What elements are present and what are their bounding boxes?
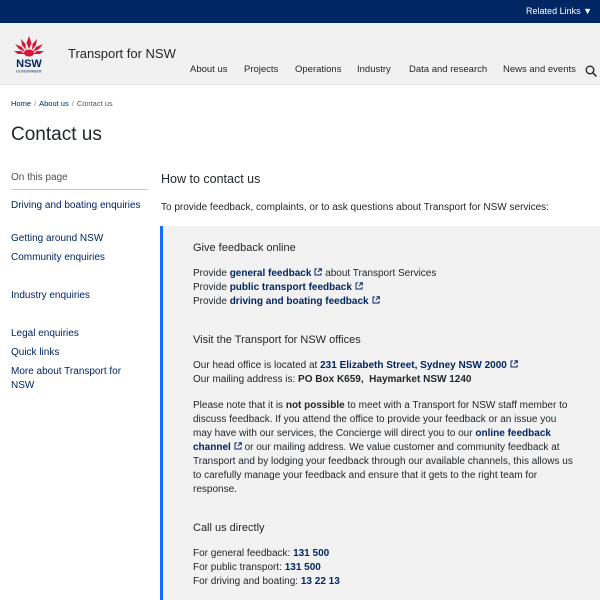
sidenav-legal[interactable]: Legal enquiries: [11, 328, 79, 339]
top-bar: [0, 0, 600, 23]
general-feedback-line: Provide general feedback about Transport Services: [193, 268, 437, 279]
general-phone-link[interactable]: 131 500: [293, 548, 330, 559]
mailing-address-line: Our mailing address is: PO Box K659, Haymarket NSW 1240: [193, 374, 472, 385]
office-note-paragraph: Please note that it is not possible to meet with a Transport for NSW staff member to discuss feedback. If you attend the office to provide your feedback or an issue you may have with our services, the Concierge will direct you to our online feedback channel or our mailing address. We value customer and community feedback at Transport and by lodging your feedback through our available channels, this allows us to carefully manage your feedback and ensure that it gets to the right team for response.: [193, 400, 573, 495]
nav-projects[interactable]: Projects: [244, 64, 279, 75]
external-link-icon: [355, 282, 363, 290]
sidenav-quick-links[interactable]: Quick links: [11, 347, 60, 358]
general-feedback-link[interactable]: general feedback: [230, 268, 323, 279]
intro-text: To provide feedback, complaints, or to ask questions about Transport for NSW services:: [161, 202, 549, 213]
site-title[interactable]: Transport for NSW: [68, 46, 176, 61]
driving-boating-feedback-line: Provide driving and boating feedback: [193, 295, 380, 309]
nav-news-and-events[interactable]: News and events: [503, 64, 576, 75]
feedback-heading: Give feedback online: [193, 242, 296, 254]
sidenav-industry[interactable]: Industry enquiries: [11, 290, 90, 301]
sidenav-heading: On this page: [11, 172, 68, 183]
sidenav-community[interactable]: Community enquiries: [11, 252, 105, 263]
visit-offices-heading: Visit the Transport for NSW offices: [193, 334, 361, 346]
public-transport-phone-link[interactable]: 131 500: [284, 562, 321, 573]
main-nav: [0, 64, 600, 78]
sidenav-driving-and-boating[interactable]: Driving and boating enquiries: [11, 200, 141, 211]
driving-boating-feedback-link[interactable]: driving and boating feedback: [230, 296, 380, 307]
waratah-icon: [14, 36, 44, 57]
call-us-heading: Call us directly: [193, 522, 265, 534]
head-office-line: Our head office is located at 231 Elizabeth Street, Sydney NSW 2000: [193, 359, 518, 373]
public-transport-feedback-line: Provide public transport feedback: [193, 281, 363, 295]
public-transport-phone-line: For public transport: 131 500: [193, 562, 321, 573]
mailing-address: PO Box K659, Haymarket NSW 1240: [298, 374, 472, 385]
driving-boating-phone-line: For driving and boating: 13 22 13: [193, 576, 340, 587]
external-link-icon: [314, 268, 322, 276]
driving-boating-phone-link[interactable]: 13 22 13: [300, 576, 340, 587]
logo-text: NSW: [16, 58, 42, 70]
related-links-toggle[interactable]: Related Links ▼: [526, 6, 592, 16]
head-office-address-link[interactable]: 231 Elizabeth Street, Sydney NSW 2000: [320, 360, 518, 371]
breadcrumb-home[interactable]: Home: [11, 99, 32, 108]
sidenav-more-about[interactable]: More about Transport for NSW: [11, 366, 122, 391]
online-feedback-channel-link[interactable]: online feedback channel: [193, 428, 551, 453]
logo-subtext: GOVERNMENT: [16, 69, 42, 74]
nav-data-and-research[interactable]: Data and research: [409, 64, 488, 75]
breadcrumb-about-us[interactable]: About us: [39, 99, 69, 108]
sidenav-divider: [11, 189, 148, 190]
page-title: Contact us: [11, 124, 102, 145]
breadcrumb: Home / About us / Contact us: [11, 99, 113, 108]
search-icon[interactable]: [585, 65, 597, 77]
nav-industry[interactable]: Industry: [357, 64, 391, 75]
nav-operations[interactable]: Operations: [295, 64, 342, 75]
external-link-icon: [234, 442, 242, 450]
general-phone-line: For general feedback: 131 500: [193, 548, 330, 559]
site-header: [0, 23, 600, 85]
public-transport-feedback-link[interactable]: public transport feedback: [230, 282, 363, 293]
breadcrumb-current: Contact us: [76, 99, 113, 108]
nav-about-us[interactable]: About us: [190, 64, 228, 75]
external-link-icon: [372, 296, 380, 304]
section-heading: How to contact us: [161, 172, 261, 186]
sidenav-getting-around[interactable]: Getting around NSW: [11, 233, 104, 244]
external-link-icon: [510, 360, 518, 368]
